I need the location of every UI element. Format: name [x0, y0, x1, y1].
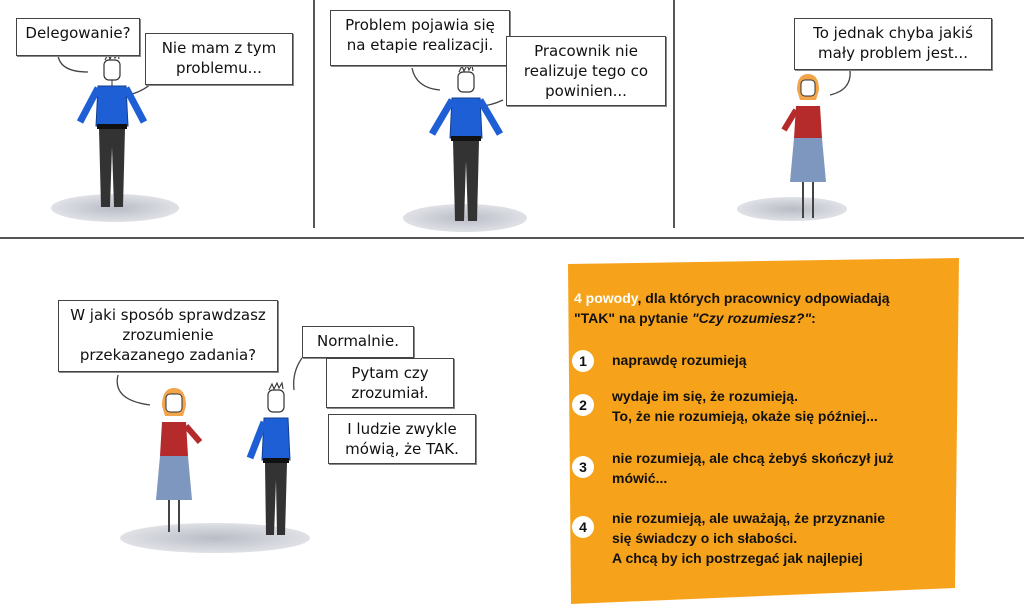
item-text: się świadczy o ich słabości. [612, 530, 798, 546]
bubble-text: Normalnie. [317, 332, 399, 350]
bubble-text: zrozumiał. [351, 384, 429, 402]
bubble-text: powinien... [545, 82, 627, 100]
speech-bubble [326, 358, 454, 408]
speech-bubble [330, 10, 510, 66]
woman-figure [784, 74, 826, 218]
bubble-text: To jednak chyba jakiś [813, 24, 973, 42]
bubble-text: zrozumienie [122, 326, 214, 344]
bubble-text: Pytam czy [351, 364, 429, 382]
woman-figure [156, 388, 200, 532]
bubble-text: mały problem jest... [818, 44, 968, 62]
number-badge: 3 [572, 456, 594, 478]
bubble-text: Nie mam z tym [161, 39, 277, 57]
heading-text: , dla których pracownicy odpowiadają [637, 290, 890, 306]
number-badge: 1 [572, 350, 594, 372]
bubble-tail [294, 358, 302, 390]
bubble-text: mówią, że TAK. [345, 440, 459, 458]
item-text: A chcą by ich postrzegać jak najlepiej [612, 550, 863, 566]
bubble-tail [117, 375, 150, 405]
bubble-tail [412, 68, 440, 90]
item-text: wydaje im się, że rozumieją. [612, 388, 798, 404]
speech-bubble [302, 326, 414, 358]
bubble-tail [58, 55, 88, 72]
item-text: nie rozumieją, ale uważają, że przyznanie [612, 510, 886, 526]
bubble-text: przekazanego zadania? [79, 346, 257, 364]
item-text: nie rozumieją, ale chcą żebyś skończył już [612, 450, 894, 466]
item-text: naprawdę rozumieją [612, 352, 747, 368]
bubble-text: W jaki sposób sprawdzasz [70, 306, 266, 324]
speech-bubble [16, 18, 140, 56]
bubble-text: problemu... [176, 59, 262, 77]
bubble-text: I ludzie zwykle [347, 420, 457, 438]
number-badge: 4 [572, 516, 594, 538]
heading-text: "TAK" na pytanie [574, 310, 693, 326]
man-figure [432, 65, 500, 221]
bubble-text: Problem pojawia się [345, 16, 495, 34]
number-badge: 2 [572, 394, 594, 416]
bubble-text: realizuje tego co [523, 62, 649, 80]
info-heading [574, 288, 954, 328]
item-text: To, że nie rozumieją, okaże się później... [612, 408, 878, 424]
item-text: mówić... [612, 470, 668, 486]
man-figure [250, 383, 290, 535]
bubble-tail [830, 70, 850, 95]
bubble-text: Delegowanie? [25, 24, 131, 42]
speech-bubble [328, 414, 476, 464]
speech-bubble [58, 300, 278, 372]
info-box [566, 258, 961, 604]
speech-bubble [794, 18, 992, 70]
heading-highlight: 4 powody [574, 290, 638, 306]
bubble-text: Pracownik nie [534, 42, 638, 60]
speech-bubble [506, 36, 666, 106]
heading-text: : [811, 310, 816, 326]
bubble-text: na etapie realizacji. [346, 36, 494, 54]
heading-question: "Czy rozumiesz?" [692, 310, 812, 326]
speech-bubble [145, 33, 293, 85]
man-figure [80, 53, 144, 207]
